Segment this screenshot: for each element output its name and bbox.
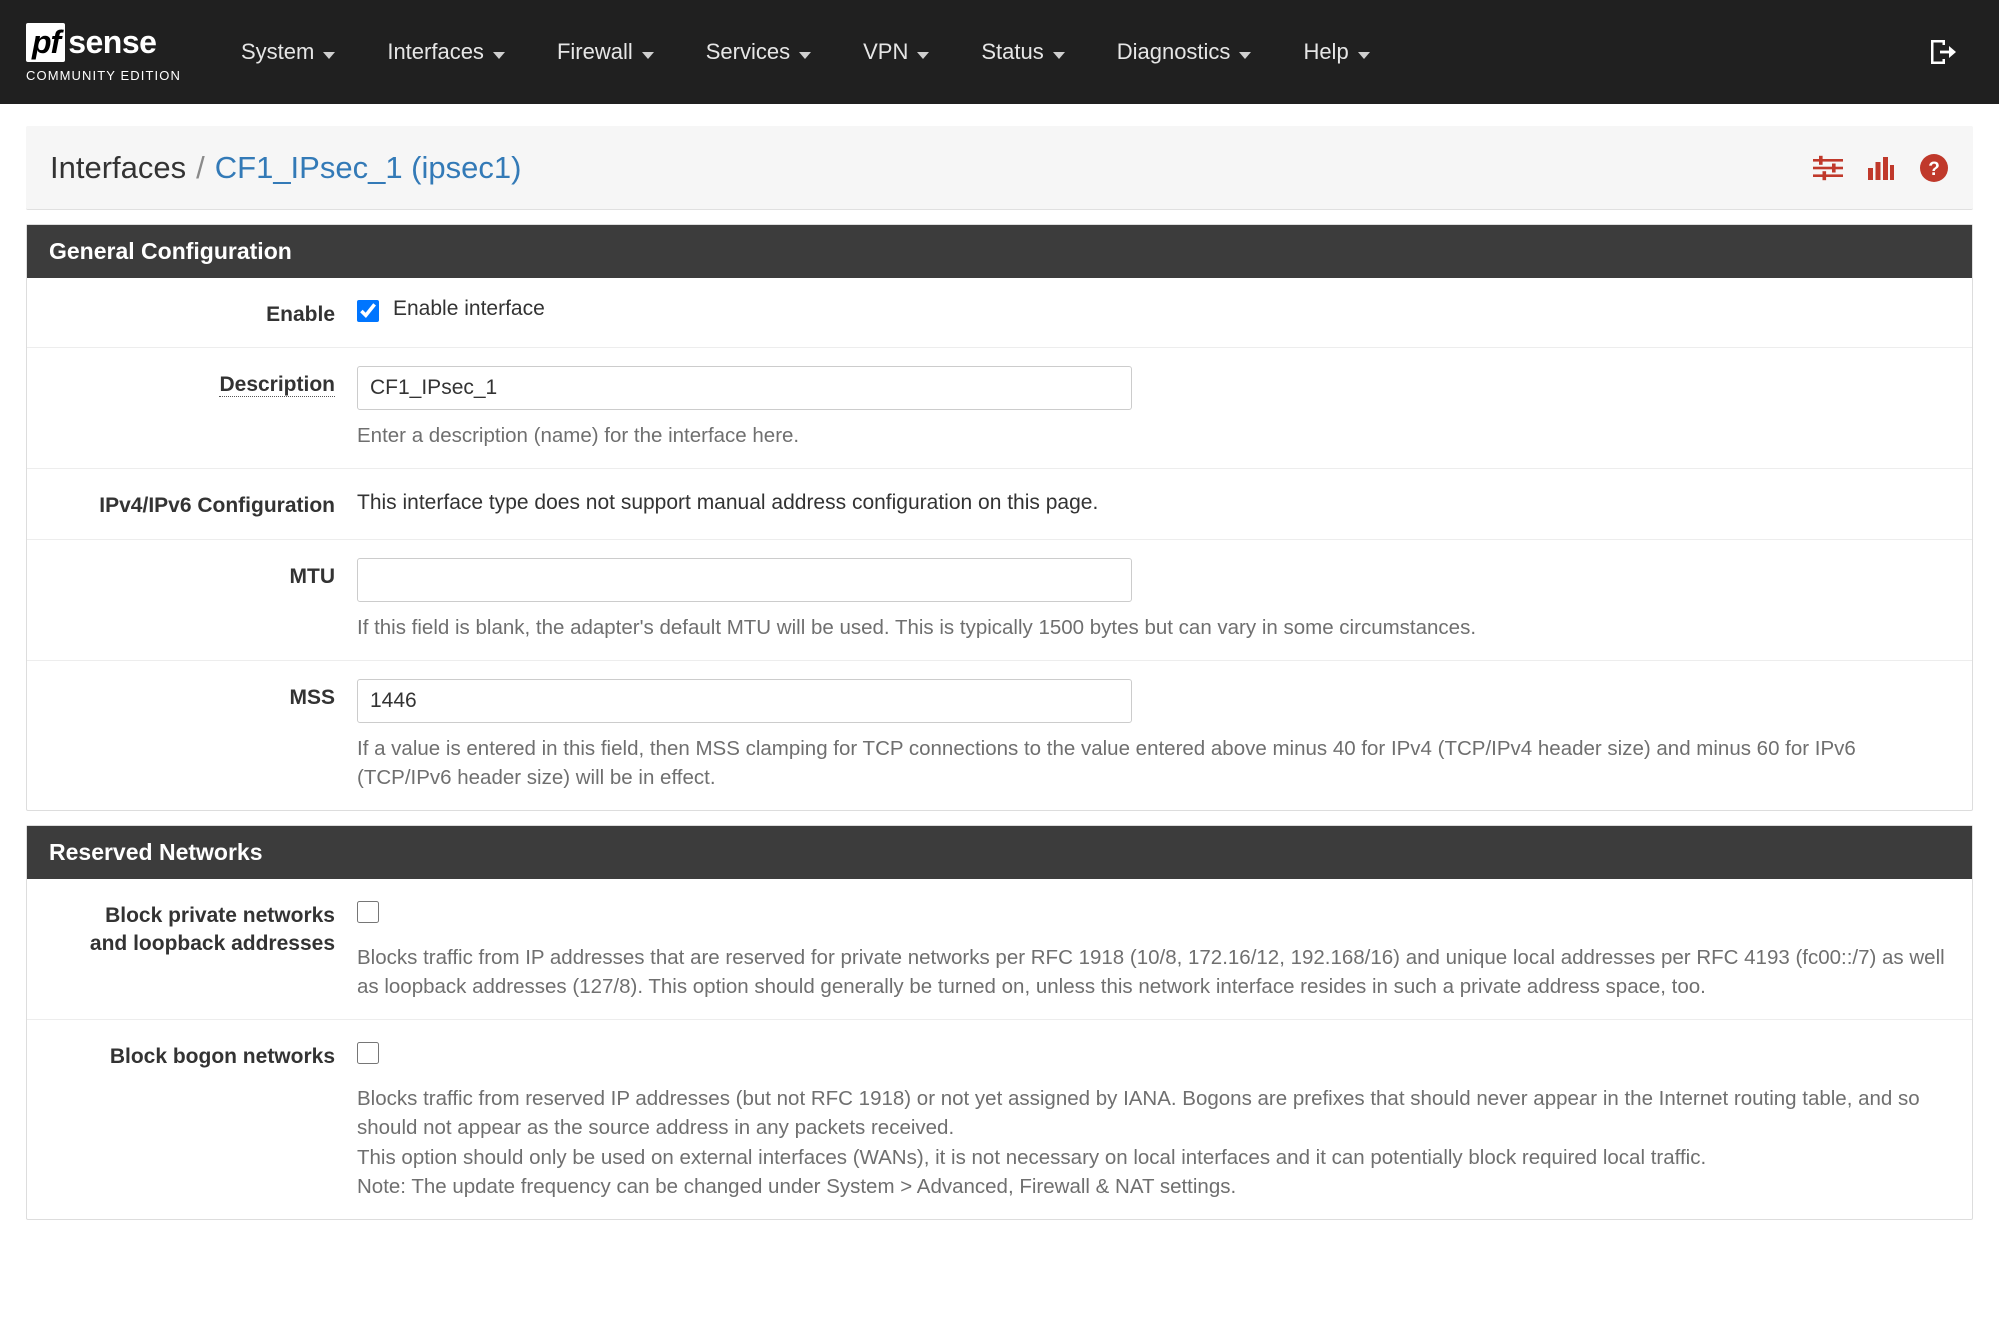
enable-interface-checkbox[interactable] [357,300,379,322]
nav-item-status[interactable] [955,0,1090,104]
block-private-networks-help: Blocks traffic from IP addresses that are reserved for private networks per RFC 1918 (10/8, 172.16/12, 192.168/16) and unique local addresses per RFC 4193 (fc00::/7) as well as loopback addresses (127/8). This option should generally be turned on, unless this network interface resides in such a private address space, too. [357,946,1945,999]
reserved-networks-title: Reserved Networks [27,826,1972,879]
brand-subtitle: COMMUNITY EDITION [26,67,181,83]
mtu-input[interactable] [357,558,1132,602]
nav-item-system[interactable] [215,0,361,104]
main-navbar [0,0,1999,104]
enable-interface-label[interactable]: Enable interface [393,297,545,320]
row-block-private-networks [27,879,1972,1020]
chart-icon[interactable] [1867,155,1895,181]
label-mss: MSS [289,685,335,709]
field-block-bogon-networks [357,1038,1972,1200]
field-mss [357,679,1972,792]
svg-text:?: ? [1928,158,1940,180]
field-ip-configuration [357,487,1972,520]
block-bogon-help-line2: This option should only be used on external interfaces (WANs), it is not necessary on local interfaces and it can potentially block required local traffic. [357,1145,1707,1169]
general-configuration-panel [26,224,1973,811]
reserved-networks-panel [26,825,1973,1220]
label-block-private-line2: and loopback addresses [89,932,335,956]
brand-pf-text: pf [26,23,65,62]
chevron-down-icon [799,52,811,59]
nav-item-firewall[interactable] [531,0,680,104]
nav-item-help[interactable] [1277,0,1395,104]
chevron-down-icon [323,52,335,59]
block-private-networks-checkbox[interactable] [357,901,379,923]
row-mtu [27,540,1972,661]
description-input[interactable] [357,366,1132,410]
breadcrumb [50,150,521,186]
field-block-private-networks [357,897,1972,1001]
field-enable [357,296,1972,329]
ip-configuration-text: This interface type does not support manual address configuration on this page. [357,491,1099,515]
description-help: Enter a description (name) for the interface here. [357,424,800,448]
chevron-down-icon [493,52,505,59]
nav-item-vpn[interactable] [837,0,955,104]
brand-sense-text: sense [68,24,157,60]
breadcrumb-root[interactable]: Interfaces [50,149,187,185]
chevron-down-icon [1053,52,1065,59]
mtu-help: If this field is blank, the adapter's default MTU will be used. This is typically 1500 bytes but can vary in some circumstances. [357,615,1477,639]
block-bogon-networks-checkbox[interactable] [357,1042,379,1064]
general-configuration-title: General Configuration [27,225,1972,278]
nav-item-vpn-label: VPN [863,39,909,64]
chevron-down-icon [1239,52,1251,59]
row-mss [27,661,1972,810]
row-description [27,348,1972,469]
row-ip-configuration [27,469,1972,539]
label-block-private-line1: Block private networks [105,904,335,928]
label-description-text[interactable]: Description [219,373,335,397]
nav-menu [215,0,1396,104]
label-description [27,366,357,450]
page-header [26,126,1973,210]
label-mtu: MTU [289,564,335,588]
label-block-private-networks [27,897,357,1001]
field-mtu [357,558,1972,642]
breadcrumb-separator: / [196,149,205,185]
breadcrumb-current[interactable]: CF1_IPsec_1 (ipsec1) [214,149,522,185]
nav-item-diagnostics[interactable] [1091,0,1278,104]
chevron-down-icon [1358,52,1370,59]
brand-logo[interactable] [26,23,181,82]
chevron-down-icon [642,52,654,59]
row-block-bogon-networks [27,1020,1972,1218]
nav-item-status-label: Status [981,39,1044,64]
page-header-icons [1813,153,1949,183]
mss-input[interactable] [357,679,1132,723]
help-icon[interactable] [1919,153,1949,183]
nav-item-system-label: System [240,39,315,64]
label-ip-configuration: IPv4/IPv6 Configuration [99,494,335,518]
label-block-bogon-networks: Block bogon networks [109,1045,335,1069]
block-bogon-help-line3: Note: The update frequency can be changed under System > Advanced, Firewall & NAT settings. [357,1174,1237,1198]
chevron-down-icon [917,52,929,59]
navbar-right [1927,36,1973,68]
nav-item-interfaces[interactable] [361,0,531,104]
label-enable: Enable [266,303,335,326]
block-bogon-networks-help [357,1084,1948,1200]
mss-help: If a value is entered in this field, then MSS clamping for TCP connections to the value entered above minus 40 for IPv4 (TCP/IPv4 header size) and minus 60 for IPv6 (TCP/IPv6 header size) will be in effect. [357,736,1856,790]
row-enable [27,278,1972,348]
nav-item-firewall-label: Firewall [556,39,633,64]
logout-icon[interactable] [1927,36,1959,68]
nav-item-diagnostics-label: Diagnostics [1116,39,1231,64]
block-bogon-help-line1: Blocks traffic from reserved IP addresses (but not RFC 1918) or not yet assigned by IANA. Bogons are prefixes that should never appear in the Internet routing table, and so should not appear as the source address in any packets received. [357,1087,1920,1140]
nav-item-services[interactable] [680,0,837,104]
nav-item-services-label: Services [705,39,791,64]
nav-item-help-label: Help [1303,39,1349,64]
field-description [357,366,1972,450]
nav-item-interfaces-label: Interfaces [387,39,484,64]
sliders-icon[interactable] [1813,155,1843,181]
